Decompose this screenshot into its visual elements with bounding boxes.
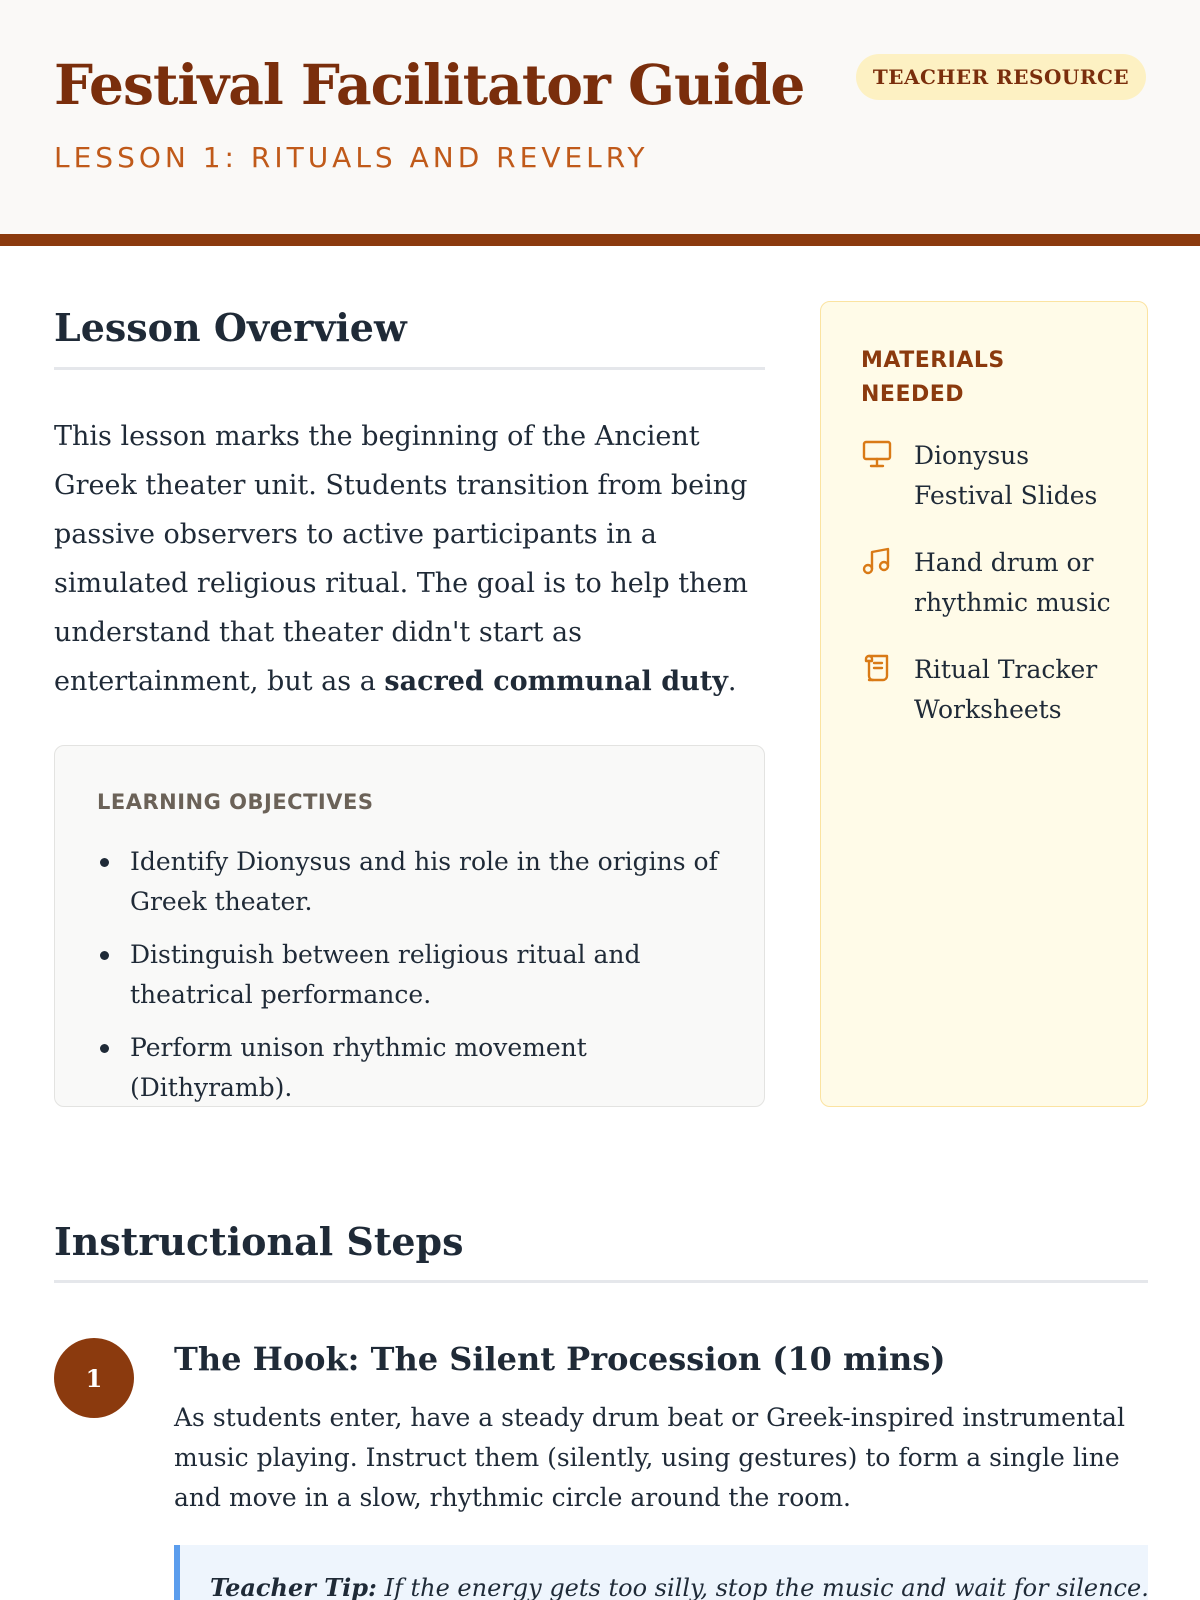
material-label: Ritual Tracker Worksheets [914, 655, 1098, 724]
scroll-icon [861, 652, 893, 684]
lesson-subtitle: LESSON 1: RITUALS AND REVELRY [54, 141, 649, 174]
overview-body: This lesson marks the beginning of the Ancient Greek theater unit. Students transition from being passive observers to active participants in a simulated religious ritual. The goal is to help them understand that theater didn't start as entertainment, but as a [54, 421, 749, 697]
step-number-badge: 1 [54, 1338, 134, 1418]
material-label: Dionysus Festival Slides [914, 441, 1098, 510]
header-divider [0, 234, 1200, 246]
teacher-tip-text [210, 1573, 1149, 1600]
step-title: The Hook: The Silent Procession (10 mins) [174, 1340, 946, 1378]
presentation-icon [861, 438, 893, 470]
objective-item: Identify Dionysus and his role in the origins of Greek theater. [130, 842, 730, 922]
step-body: As students enter, have a steady drum beat or Greek-inspired instrumental music playing. Instruct them (silently, using gestures) to form a single line and move in a slow, rhythmic circle around the room. [174, 1403, 1125, 1512]
teacher-resource-badge: TEACHER RESOURCE [856, 54, 1146, 100]
teacher-tip-callout [174, 1545, 1148, 1600]
overview-emphasis: sacred communal duty [384, 666, 728, 697]
overview-rule [54, 367, 765, 370]
steps-heading: Instructional Steps [54, 1219, 464, 1264]
materials-heading: MATERIALS NEEDED [861, 348, 1005, 407]
tip-label: Teacher Tip: [210, 1573, 377, 1600]
steps-rule [54, 1280, 1148, 1283]
overview-text [54, 412, 754, 706]
objectives-list [130, 842, 730, 1121]
objectives-heading: LEARNING OBJECTIVES [97, 790, 374, 814]
materials-panel [820, 301, 1148, 1107]
tip-content: If the energy gets too silly, stop the music and wait for silence. [376, 1574, 1149, 1600]
overview-end: . [727, 666, 737, 697]
material-label: Hand drum or rhythmic music [914, 548, 1111, 617]
page-header [0, 0, 1200, 234]
objective-item: Perform unison rhythmic movement (Dithyramb). [130, 1028, 730, 1108]
music-note-icon [861, 545, 893, 577]
page-title: Festival Facilitator Guide [54, 52, 805, 117]
learning-objectives-box [54, 745, 765, 1107]
objective-item: Distinguish between religious ritual and theatrical performance. [130, 935, 730, 1015]
overview-heading: Lesson Overview [54, 305, 407, 350]
